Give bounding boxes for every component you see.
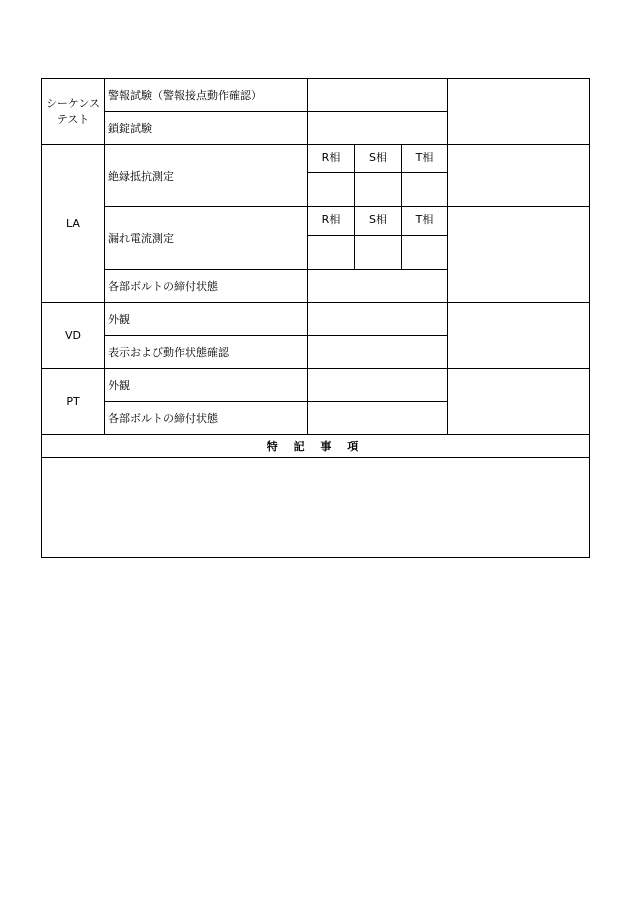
group-sequence-test: シーケンス テスト bbox=[42, 79, 105, 145]
phase-s-value[interactable] bbox=[355, 236, 402, 270]
result-cell[interactable] bbox=[308, 270, 448, 303]
result-cell[interactable] bbox=[308, 79, 448, 112]
result-cell[interactable] bbox=[308, 369, 448, 402]
phase-t-header: T相 bbox=[402, 145, 448, 173]
item-alarm-test: 警報試験（警報接点動作確認） bbox=[105, 79, 308, 112]
item-appearance: 外観 bbox=[105, 303, 308, 336]
remarks-cell[interactable] bbox=[448, 145, 590, 207]
group-la: LA bbox=[42, 145, 105, 303]
item-display-operation-check: 表示および動作状態確認 bbox=[105, 336, 308, 369]
phase-r-header: R相 bbox=[308, 207, 355, 236]
item-appearance: 外観 bbox=[105, 369, 308, 402]
remarks-cell[interactable] bbox=[448, 79, 590, 145]
phase-r-value[interactable] bbox=[308, 173, 355, 207]
inspection-sheet bbox=[41, 78, 589, 558]
phase-r-value[interactable] bbox=[308, 236, 355, 270]
result-cell[interactable] bbox=[308, 402, 448, 435]
item-bolt-tightening: 各部ボルトの締付状態 bbox=[105, 402, 308, 435]
item-bolt-tightening: 各部ボルトの締付状態 bbox=[105, 270, 308, 303]
item-insulation-resistance: 絶縁抵抗測定 bbox=[105, 145, 308, 207]
notes-header: 特 記 事 項 bbox=[42, 435, 590, 458]
group-pt: PT bbox=[42, 369, 105, 435]
phase-t-header: T相 bbox=[402, 207, 448, 236]
result-cell[interactable] bbox=[308, 303, 448, 336]
inspection-table bbox=[41, 78, 590, 558]
item-interlock-test: 鎖錠試験 bbox=[105, 112, 308, 145]
phase-t-value[interactable] bbox=[402, 236, 448, 270]
remarks-cell[interactable] bbox=[448, 303, 590, 369]
result-cell[interactable] bbox=[308, 336, 448, 369]
result-cell[interactable] bbox=[308, 112, 448, 145]
remarks-cell[interactable] bbox=[448, 207, 590, 303]
phase-t-value[interactable] bbox=[402, 173, 448, 207]
item-leakage-current: 漏れ電流測定 bbox=[105, 207, 308, 270]
phase-s-value[interactable] bbox=[355, 173, 402, 207]
phase-r-header: R相 bbox=[308, 145, 355, 173]
group-vd: VD bbox=[42, 303, 105, 369]
remarks-cell[interactable] bbox=[448, 369, 590, 435]
phase-s-header: S相 bbox=[355, 207, 402, 236]
notes-body[interactable] bbox=[42, 458, 590, 558]
phase-s-header: S相 bbox=[355, 145, 402, 173]
